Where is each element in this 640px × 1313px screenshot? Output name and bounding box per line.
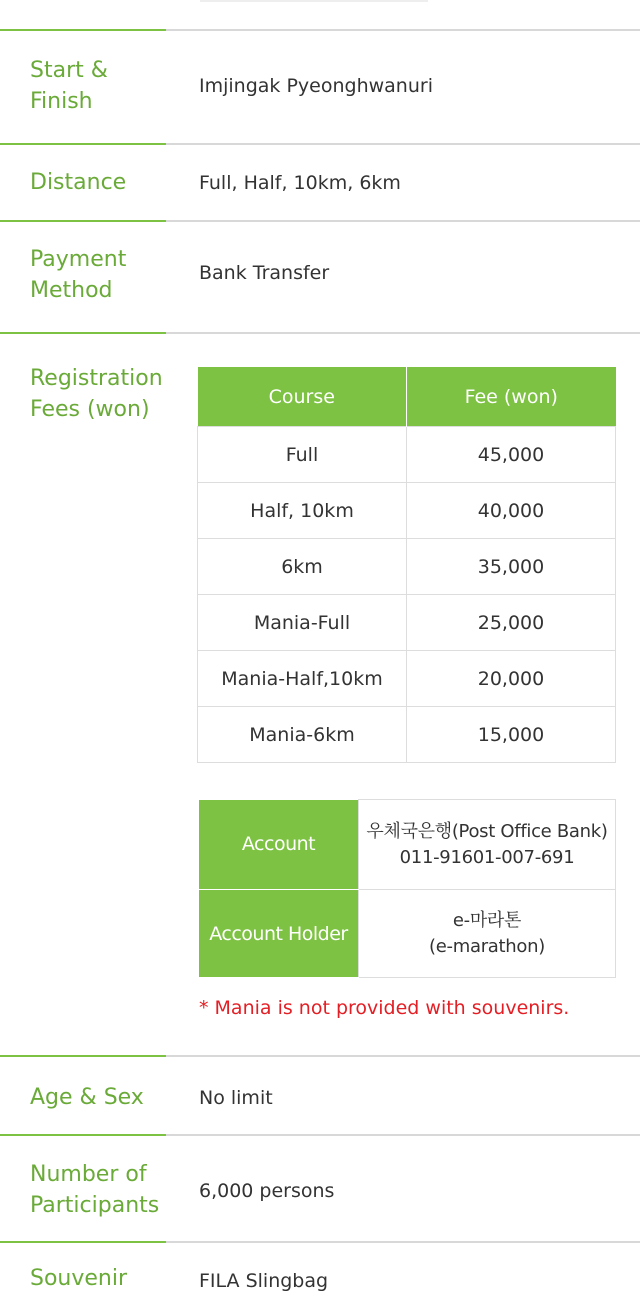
table-row: [198, 427, 616, 483]
course-cell: Mania-Full: [198, 595, 407, 651]
row-value-souvenir: FILA Slingbag: [199, 1270, 329, 1292]
course-cell: Mania-Half,10km: [198, 651, 407, 707]
row-value-payment: Bank Transfer: [199, 262, 330, 284]
row-label-age-sex: Age & Sex: [30, 1085, 144, 1110]
fee-cell: 25,000: [407, 595, 616, 651]
bank-name: 우체국은행(Post Office Bank): [366, 820, 608, 842]
course-cell: Full: [198, 427, 407, 483]
row-value-start-finish: Imjingak Pyeonghwanuri: [199, 75, 433, 97]
holder-name: e-마라톤: [452, 909, 522, 931]
course-cell: Half, 10km: [198, 483, 407, 539]
account-holder-label: Account Holder: [199, 890, 359, 978]
row-label-distance: Distance: [30, 170, 127, 195]
row-value-participants: 6,000 persons: [199, 1180, 335, 1202]
row-participants: [0, 1134, 640, 1244]
row-label-participants: Number of Participants: [30, 1162, 160, 1218]
fee-cell: 20,000: [407, 651, 616, 707]
souvenir-note: * Mania is not provided with souvenirs.: [199, 997, 570, 1019]
table-row: [198, 707, 616, 763]
course-cell: 6km: [198, 539, 407, 595]
fee-table: [197, 367, 616, 763]
fee-table-header: [198, 367, 616, 427]
account-table: [199, 799, 616, 978]
row-start-finish: [0, 29, 640, 145]
table-row: [198, 651, 616, 707]
row-souvenir: [0, 1241, 640, 1313]
account-holder-value: [359, 890, 616, 978]
account-label: Account: [199, 800, 359, 890]
account-holder-row: [199, 890, 616, 978]
fee-header-fee: Fee (won): [407, 367, 616, 427]
row-label-start-finish: Start & Finish: [30, 58, 108, 114]
top-divider: [200, 0, 428, 2]
table-row: [198, 539, 616, 595]
row-value-age-sex: No limit: [199, 1087, 273, 1109]
fee-cell: 15,000: [407, 707, 616, 763]
fee-header-course: Course: [198, 367, 407, 427]
account-number: 011-91601-007-691: [399, 846, 575, 868]
holder-name-english: (e-marathon): [429, 935, 545, 957]
fee-cell: 35,000: [407, 539, 616, 595]
row-label-fees: Registration Fees (won): [30, 366, 163, 422]
row-distance: [0, 143, 640, 223]
fee-cell: 40,000: [407, 483, 616, 539]
fee-cell: 45,000: [407, 427, 616, 483]
account-value: [359, 800, 616, 890]
row-label-payment: Payment Method: [30, 247, 127, 303]
course-cell: Mania-6km: [198, 707, 407, 763]
table-row: [198, 595, 616, 651]
table-row: [198, 483, 616, 539]
account-row: [199, 800, 616, 890]
row-age-sex: [0, 1055, 640, 1137]
row-payment-method: [0, 220, 640, 334]
row-value-distance: Full, Half, 10km, 6km: [199, 172, 401, 194]
row-label-souvenir: Souvenir: [30, 1266, 128, 1291]
